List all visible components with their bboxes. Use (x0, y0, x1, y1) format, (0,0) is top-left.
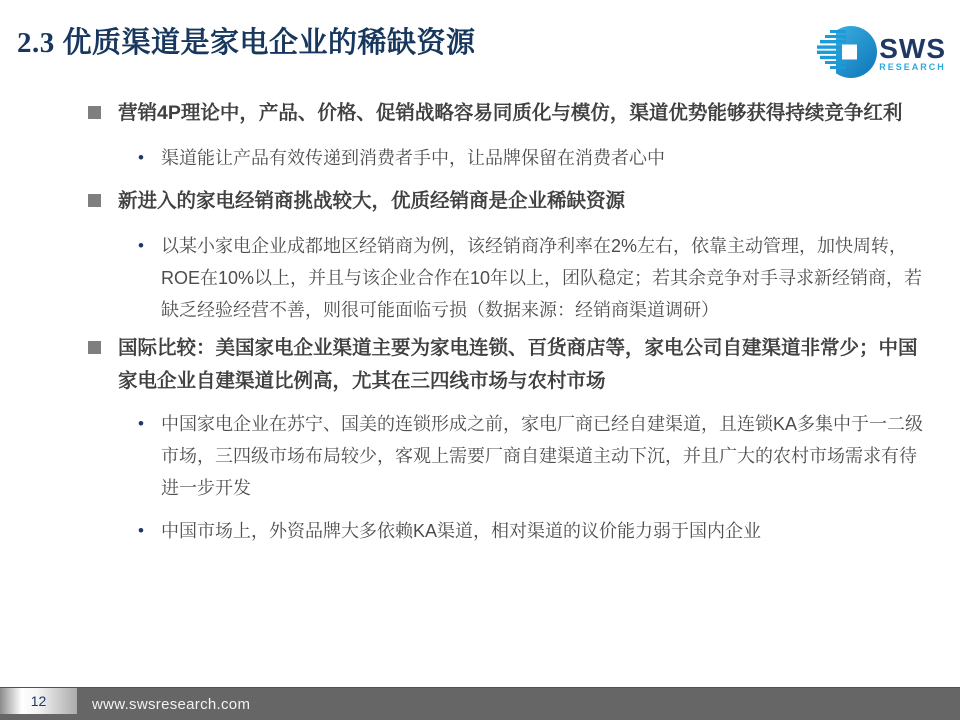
sub-bullet-text: 中国市场上，外资品牌大多依赖KA渠道，相对渠道的议价能力弱于国内企业 (161, 521, 762, 541)
square-bullet-icon (88, 106, 101, 119)
bullet-list (88, 97, 932, 558)
slide-title: 2.3 优质渠道是家电企业的稀缺资源 (17, 27, 476, 59)
bullet-text: 国际比较：美国家电企业渠道主要为家电连锁、百货商店等，家电公司自建渠道非常少；中国家电企业自建渠道比例高，尤其在三四线市场与农村市场 (118, 337, 918, 392)
bullet-text: 营销4P理论中，产品、价格、促销战略容易同质化与模仿，渠道优势能够获得持续竞争红利 (118, 102, 903, 124)
sub-bullet-item-1 (135, 142, 932, 174)
page-number-badge (0, 688, 77, 714)
bullet-text: 新进入的家电经销商挑战较大，优质经销商是企业稀缺资源 (118, 190, 626, 212)
sub-bullet-text: 以某小家电企业成都地区经销商为例，该经销商净利率在2%左右，依靠主动管理，加快周转，ROE在10%以上，并且与该企业合作在10年以上，团队稳定；若其余竞争对手寻求新经销商，若缺乏经验经营不善，则很可能面临亏损（数据来源：经销商渠道调研） (161, 236, 923, 320)
sws-logo (815, 24, 946, 85)
square-bullet-icon (88, 194, 101, 207)
bullet-item-3 (88, 332, 932, 398)
logo-subtitle: RESEARCH (879, 62, 946, 72)
sub-bullet-item-4 (135, 515, 932, 547)
dot-bullet-icon: • (138, 148, 144, 167)
sub-bullet-text: 中国家电企业在苏宁、国美的连锁形成之前，家电厂商已经自建渠道，且连锁KA多集中于一二级市场，三四级市场布局较少，客观上需要厂商自建渠道主动下沉，并且广大的农村市场需求有待进一步开发 (161, 414, 924, 498)
dot-bullet-icon: • (138, 236, 144, 255)
square-bullet-icon (88, 341, 101, 354)
sws-logo-icon (815, 24, 877, 85)
bullet-item-2 (88, 185, 932, 218)
dot-bullet-icon: • (138, 414, 144, 433)
sub-bullet-text: 渠道能让产品有效传递到消费者手中，让品牌保留在消费者心中 (161, 148, 665, 168)
logo-wordmark: SWS (879, 33, 946, 64)
sub-bullet-item-3 (135, 408, 932, 504)
dot-bullet-icon: • (138, 521, 144, 540)
footer-url: www.swsresearch.com (92, 696, 251, 713)
bullet-item-1 (88, 97, 932, 130)
page-number: 12 (30, 693, 47, 709)
sub-bullet-item-2 (135, 230, 932, 326)
